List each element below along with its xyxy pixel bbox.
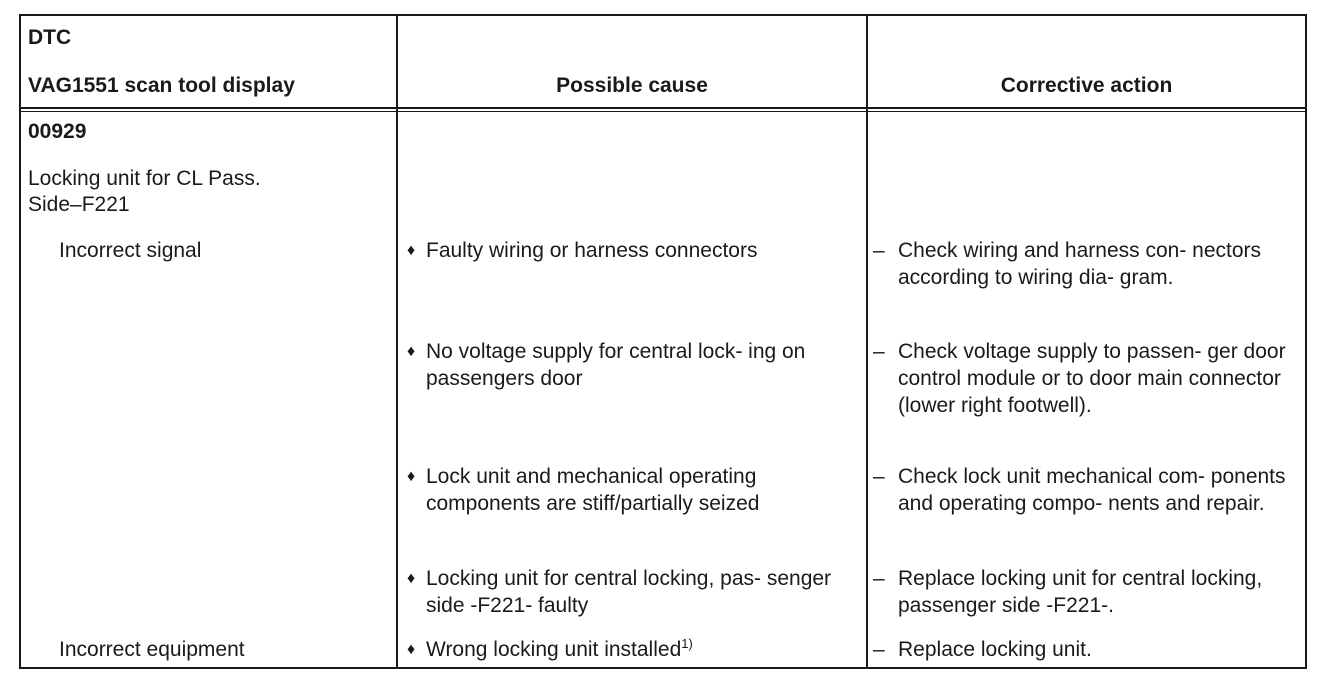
cause-row-5-text: Wrong locking unit installed [426,638,682,661]
header-corrective-action: Corrective action [1000,74,1173,97]
bullet-icon: ♦ [407,343,416,360]
fault-incorrect-equipment: Incorrect equipment [59,638,245,661]
column-divider-2 [866,16,868,667]
dash-icon: – [873,465,885,488]
dtc-description-line2: Side–F221 [28,193,130,216]
bullet-icon: ♦ [407,468,416,485]
header-scan-tool-display: VAG1551 scan tool display [28,74,295,97]
cause-row-2: No voltage supply for central lock- ing on passengers door [426,340,806,390]
dtc-code: 00929 [28,120,87,143]
header-divider-2 [21,111,1305,112]
cause-row-3: Lock unit and mechanical operating components are stiff/partially seized [426,465,760,515]
bullet-icon: ♦ [407,242,416,259]
action-row-2: Check voltage supply to passen- ger door control module or to door main connector (lower right footwell). [898,340,1286,417]
fault-incorrect-signal: Incorrect signal [59,239,202,262]
dtc-table [19,14,1307,669]
dash-icon: – [873,638,885,661]
dash-icon: – [873,567,885,590]
action-row-4: Replace locking unit for central locking, passenger side -F221-. [898,567,1263,617]
dash-icon: – [873,239,885,262]
column-divider-1 [396,16,398,667]
action-row-3: Check lock unit mechanical com- ponents and operating compo- nents and repair. [898,465,1286,515]
action-row-1: Check wiring and harness con- nectors according to wiring dia- gram. [898,239,1262,289]
bullet-icon: ♦ [407,641,416,658]
header-possible-cause: Possible cause [556,74,708,97]
bullet-icon: ♦ [407,570,416,587]
header-divider [21,107,1305,109]
header-dtc: DTC [28,26,72,49]
cause-row-1: Faulty wiring or harness connectors [426,239,758,262]
action-row-5: Replace locking unit. [898,638,1092,661]
cause-row-5 [426,636,866,663]
dtc-description-line1: Locking unit for CL Pass. [28,167,261,190]
footnote-marker: 1) [681,636,693,651]
cause-row-4: Locking unit for central locking, pas- senger side -F221- faulty [426,567,832,617]
dash-icon: – [873,340,885,363]
